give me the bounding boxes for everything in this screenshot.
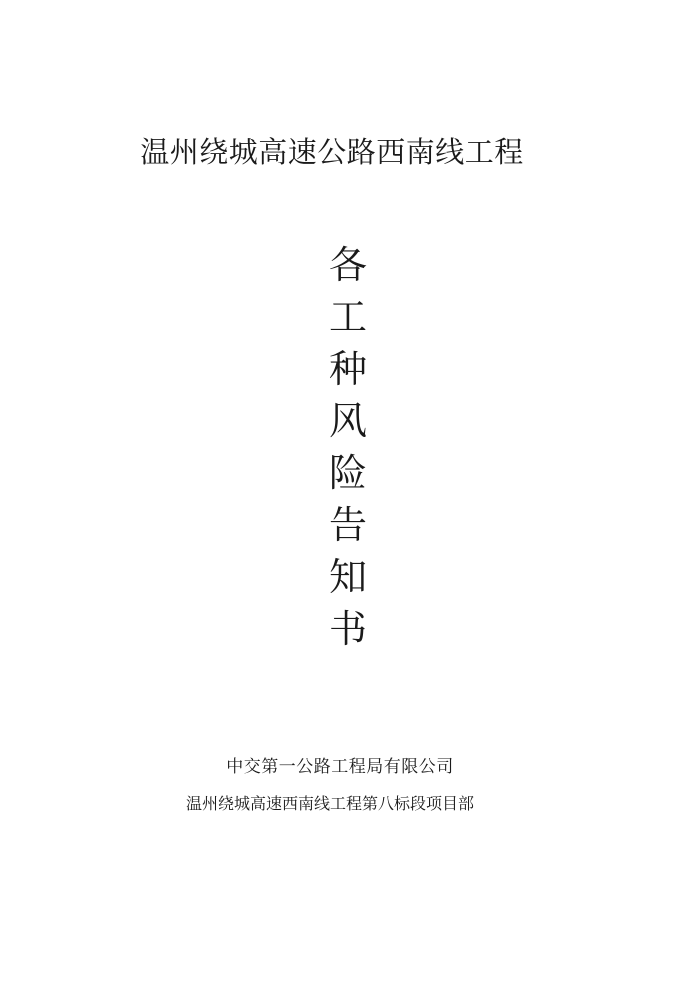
vertical-title-char: 书 bbox=[328, 609, 367, 651]
project-title: 温州绕城高速公路西南线工程 bbox=[140, 137, 524, 169]
vertical-title-char: 风 bbox=[328, 401, 367, 443]
vertical-title-char: 险 bbox=[328, 453, 367, 495]
vertical-title-char: 知 bbox=[328, 557, 367, 599]
document-title-vertical bbox=[0, 240, 700, 656]
vertical-title-char: 各 bbox=[328, 245, 367, 287]
company-name: 中交第一公路工程局有限公司 bbox=[226, 757, 454, 776]
vertical-title-char: 告 bbox=[328, 505, 367, 547]
project-department-name: 温州绕城高速西南线工程第八标段项目部 bbox=[185, 796, 474, 813]
vertical-title-char: 种 bbox=[328, 349, 367, 391]
vertical-title-char: 工 bbox=[328, 297, 367, 339]
